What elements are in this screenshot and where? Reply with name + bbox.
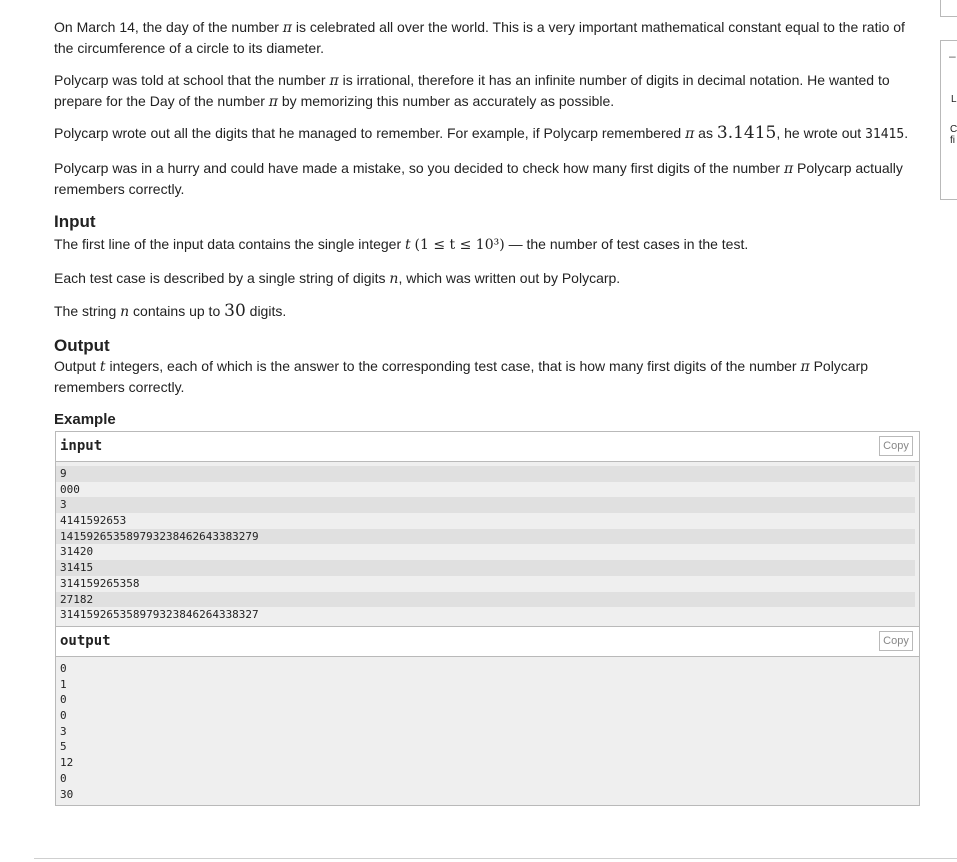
divider — [34, 858, 957, 859]
output-heading: Output — [54, 336, 110, 355]
copy-input-button[interactable]: Copy — [879, 436, 913, 456]
sidebar-letter-l: L — [951, 94, 957, 105]
sample-output-lines — [56, 657, 919, 802]
output-line: 0 — [60, 693, 67, 707]
input-line: 000 — [56, 482, 915, 498]
sidebar-top-box — [940, 0, 957, 17]
output-paragraph: Output t integers, each of which is the answer to the corresponding test case, that is how many first digits of the number π Polycarp remembers correctly. — [54, 358, 869, 395]
statement-paragraph-1: On March 14, the day of the number π is celebrated all over the world. This is a very important mathematical constant equal to the ratio of the circumference of a circle to its diameter. — [54, 19, 905, 56]
output-line: 0 — [60, 771, 67, 785]
output-line: 3 — [60, 724, 67, 738]
sample-output-box — [55, 626, 920, 806]
statement-paragraph-3: Polycarp wrote out all the digits that he managed to remember. For example, if Polycarp remembered π as 3.1415, he wrote out 31415. — [54, 123, 909, 143]
input-line: 3 — [56, 497, 915, 513]
input-line: 141592653589793238462643383279 — [56, 529, 915, 545]
output-line: 1 — [60, 677, 67, 691]
sidebar-box — [940, 40, 957, 200]
input-line: 27182 — [56, 592, 915, 608]
input-paragraph-1: The first line of the input data contains the single integer t (1 ≤ t ≤ 10³) — the number of test cases in the test. — [54, 236, 749, 253]
input-heading: Input — [54, 212, 96, 231]
input-paragraph-2: Each test case is described by a single string of digits n, which was written out by Polycarp. — [54, 270, 621, 287]
input-line: 4141592653 — [56, 513, 915, 529]
input-line: 31415 — [56, 560, 915, 576]
sample-output-title: output — [60, 633, 111, 649]
statement-paragraph-4: Polycarp was in a hurry and could have made a mistake, so you decided to check how many first digits of the number π Polycarp actually remembers correctly. — [54, 160, 903, 197]
input-paragraph-3: The string n contains up to 30 digits. — [54, 301, 287, 321]
input-line: 314159265358 — [56, 576, 915, 592]
output-line: 5 — [60, 740, 67, 754]
output-line: 30 — [60, 787, 74, 801]
sample-output-header — [56, 627, 919, 657]
sample-input-header — [56, 432, 919, 462]
sample-input-title: input — [60, 438, 103, 454]
sidebar-dash: – — [949, 49, 956, 63]
input-line: 31420 — [56, 544, 915, 560]
input-line: 9 — [56, 466, 915, 482]
input-line: 314159265358979323846264338327 — [56, 607, 915, 623]
sidebar-letters: C fi — [950, 124, 957, 146]
output-line: 12 — [60, 756, 74, 770]
copy-output-button[interactable]: Copy — [879, 631, 913, 651]
sample-input-box — [55, 431, 920, 627]
output-line: 0 — [60, 662, 67, 675]
output-line: 0 — [60, 709, 67, 723]
statement-paragraph-2: Polycarp was told at school that the number π is irrational, therefore it has an infinite number of digits in decimal notation. He wanted to prepare for the Day of the number π by memorizing this number as accurately as possible. — [54, 72, 890, 110]
example-heading: Example — [54, 411, 116, 428]
sample-input-lines — [56, 462, 919, 623]
